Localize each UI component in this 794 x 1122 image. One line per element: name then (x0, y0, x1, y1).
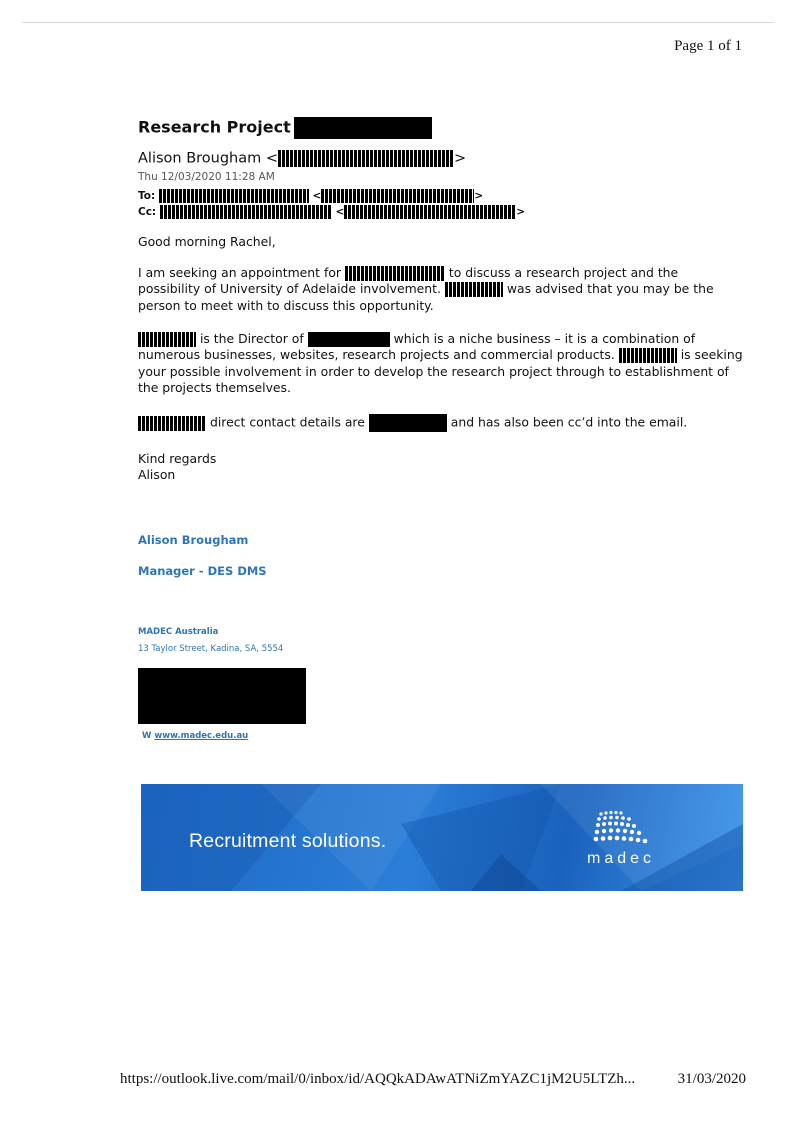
redacted-cc-email (344, 205, 516, 219)
redacted-subject-suffix (294, 117, 432, 139)
redacted-recipient-name (159, 189, 309, 203)
closing (138, 451, 743, 484)
paragraph-3 (138, 414, 743, 432)
redacted-name-5 (138, 416, 206, 431)
signature-title: Manager - DES DMS (138, 564, 267, 578)
web-prefix: W (142, 731, 152, 741)
subject-text: Research Project (138, 117, 291, 137)
email-subject (138, 117, 432, 139)
redacted-contact-details (369, 414, 447, 432)
signature-organisation: MADEC Australia (138, 627, 219, 637)
closing-regards: Kind regards (138, 451, 217, 466)
redacted-business-name (308, 332, 390, 347)
paragraph-2 (138, 331, 743, 396)
p3-text-b: and has also been cc’d into the email. (450, 414, 688, 430)
madec-logo-text: madec (587, 850, 656, 867)
p2-text-c: is seeking your possible involvement in order to develop the research project through to establishment of the projects themselves. (138, 347, 743, 395)
redacted-sender-email (278, 150, 454, 167)
paragraph-1 (138, 265, 743, 314)
cc-line: Cc: < > (138, 206, 526, 218)
p1-text-a: I am seeking an appointment for (138, 265, 341, 280)
madec-banner (141, 784, 743, 891)
banner-tagline: Recruitment solutions. (189, 830, 387, 852)
signature-address: 13 Taylor Street, Kadina, SA, 5554 (138, 644, 284, 654)
greeting: Good morning Rachel, (138, 234, 276, 249)
redacted-name-1 (345, 266, 445, 281)
redacted-name-4 (619, 348, 677, 363)
redacted-cc-name (160, 205, 332, 219)
page-top-rule (22, 22, 774, 23)
p1-text-c: was advised that you may be the person to meet with to discuss this opportunity. (138, 281, 714, 313)
redacted-signature-contact-block (138, 668, 306, 724)
signature-name: Alison Brougham (138, 533, 249, 547)
website-link[interactable]: www.madec.edu.au (154, 731, 249, 741)
p2-text-a: is the Director of (199, 331, 304, 346)
email-sender: Alison Brougham < > (138, 150, 467, 167)
redacted-name-3 (138, 332, 196, 347)
sender-name: Alison Brougham (138, 150, 262, 167)
to-line: To: < > (138, 190, 484, 202)
redacted-name-2 (445, 282, 503, 297)
footer-url: https://outlook.live.com/mail/0/inbox/id/AQQkADAwATNiZmYAZC1jM2U5LTZh... (120, 1071, 636, 1087)
signature-web (142, 731, 248, 741)
p3-text-a: direct contact details are (209, 414, 365, 430)
p1-text-b: to discuss a research project and the possibility of University of Adelaide involvement. (138, 265, 679, 297)
redacted-recipient-email (321, 189, 474, 203)
email-date: Thu 12/03/2020 11:28 AM (138, 171, 275, 183)
p2-text-b: which is a niche business – it is a combination of numerous businesses, websites, research projects and commercial products. (138, 331, 696, 363)
to-label: To: (138, 190, 156, 202)
page-number: Page 1 of 1 (674, 38, 742, 54)
footer-date: 31/03/2020 (677, 1071, 746, 1087)
cc-label: Cc: (138, 206, 157, 218)
closing-name: Alison (138, 467, 176, 483)
